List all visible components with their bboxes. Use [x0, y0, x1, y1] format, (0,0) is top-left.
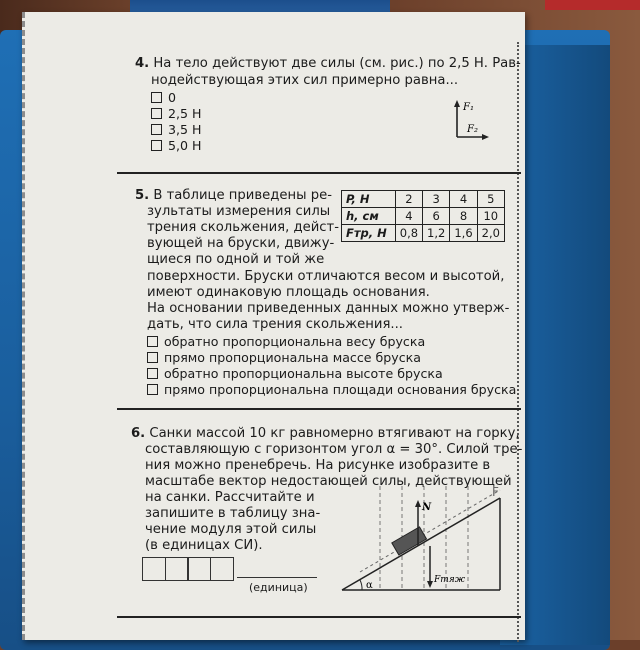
task5-text: трения скольжения, дейст-: [147, 220, 339, 235]
answer-cell[interactable]: [210, 557, 234, 581]
task5-text: дать, что сила трения скольжения...: [147, 317, 403, 332]
checkbox[interactable]: [151, 140, 162, 151]
task4-line2: нодействующая этих сил примерно равна...: [151, 73, 459, 88]
pull-force-label: F: [492, 485, 499, 499]
checkbox[interactable]: [151, 92, 162, 103]
arrowhead-icon: [415, 500, 421, 507]
task4-option[interactable]: [151, 138, 202, 153]
arrowhead-icon: [427, 581, 433, 588]
task5-text: В таблице приведены ре-: [153, 188, 332, 203]
worksheet-page: [22, 12, 525, 640]
section-divider: [117, 616, 521, 618]
task4-option[interactable]: [151, 90, 176, 105]
task6-text: запишите в таблицу зна-: [145, 506, 321, 521]
angle-arc: [360, 580, 362, 590]
answer-cells[interactable]: [142, 557, 232, 581]
checkbox[interactable]: [147, 352, 158, 363]
unit-field[interactable]: [237, 577, 317, 578]
task6-text: ния можно пренебречь. На рисунке изобразите в: [145, 458, 491, 473]
arrowhead-icon: [482, 134, 489, 140]
table-cell: 1,2: [423, 225, 450, 242]
table-cell: 10: [477, 208, 504, 225]
checkbox[interactable]: [151, 124, 162, 135]
force-f1-label: F₁: [463, 102, 474, 113]
task5-text: щиеся по одной и той же: [147, 252, 325, 267]
option-label: 3,5 Н: [168, 122, 202, 137]
task6-number: 6.: [131, 426, 146, 441]
option-label: 0: [168, 90, 177, 105]
red-book-spine: [545, 0, 640, 10]
task4-text-1: На тело действуют две силы (см. рис.) по 2,5 Н. Рав-: [153, 56, 521, 71]
task5-option[interactable]: [147, 334, 425, 349]
table-cell: 6: [423, 208, 450, 225]
checkbox[interactable]: [147, 384, 158, 395]
task4-option[interactable]: [151, 106, 202, 121]
task6-text: чение модуля этой силы: [145, 522, 317, 537]
answer-cell[interactable]: [142, 557, 166, 581]
task6-text: на санки. Рассчитайте и: [145, 490, 315, 505]
task4-number: 4.: [135, 56, 150, 71]
task5-option[interactable]: [147, 366, 443, 381]
force-f2-label: F₂: [467, 124, 478, 135]
table-cell: 4: [395, 208, 422, 225]
section-divider: [117, 408, 521, 410]
task5-number: 5.: [135, 188, 150, 203]
option-label: обратно пропорциональна весу бруска: [164, 334, 426, 349]
angle-label: α: [366, 580, 373, 591]
section-divider: [117, 172, 521, 174]
task6-line1: [131, 426, 520, 442]
task5-text: поверхности. Бруски отличаются весом и высотой,: [147, 269, 505, 284]
page-edge-dash: [517, 42, 519, 642]
option-label: прямо пропорциональна площади основания бруска: [164, 382, 517, 397]
answer-cell[interactable]: [187, 557, 211, 581]
task5-text: вующей на бруски, движу-: [147, 236, 335, 251]
force-vectors-figure: [435, 92, 505, 152]
table-cell: 1,6: [450, 225, 477, 242]
checkbox[interactable]: [147, 336, 158, 347]
table-row-label: P, Н: [342, 191, 396, 208]
gravity-force-label: Fтяж: [434, 575, 465, 585]
table-cell: 4: [450, 191, 477, 208]
option-label: прямо пропорциональна массе бруска: [164, 350, 421, 365]
task5-text: На основании приведенных данных можно утверж-: [147, 301, 510, 316]
checkbox[interactable]: [151, 108, 162, 119]
friction-data-table: [341, 190, 505, 242]
option-label: обратно пропорциональна высоте бруска: [164, 366, 443, 381]
option-label: 2,5 Н: [168, 106, 202, 121]
checkbox[interactable]: [147, 368, 158, 379]
task5-option[interactable]: [147, 350, 421, 365]
task5-text: имеют одинаковую площадь основания.: [147, 285, 430, 300]
task5-line1: [135, 188, 332, 204]
sled-incline-figure: [340, 482, 510, 592]
task5-option[interactable]: [147, 382, 516, 397]
arrowhead-icon: [454, 100, 460, 107]
incline-line: [342, 498, 500, 590]
table-row: [342, 225, 505, 242]
task5-text: зультаты измерения силы: [147, 204, 331, 219]
unit-label: (единица): [249, 581, 308, 594]
table-cell: 5: [477, 191, 504, 208]
task6-text: масштабе вектор недостающей силы, действующей: [145, 474, 512, 489]
task6-text: составляющую с горизонтом угол α = 30°. Силой тре-: [145, 442, 523, 457]
table-row: [342, 208, 505, 225]
table-cell: 2: [395, 191, 422, 208]
table-cell: 0,8: [395, 225, 422, 242]
table-row-label: h, см: [342, 208, 396, 225]
option-label: 5,0 Н: [168, 138, 202, 153]
task4-option[interactable]: [151, 122, 202, 137]
table-cell: 8: [450, 208, 477, 225]
table-row: [342, 191, 505, 208]
answer-cell[interactable]: [165, 557, 189, 581]
table-cell: 3: [423, 191, 450, 208]
task6-text: (в единицах СИ).: [145, 538, 263, 553]
table-row-label: Fтр, Н: [342, 225, 396, 242]
normal-force-label: N: [422, 502, 432, 513]
task6-text: Санки массой 10 кг равномерно втягивают на горку,: [149, 426, 520, 441]
table-cell: 2,0: [477, 225, 504, 242]
task4-line1: [135, 56, 521, 72]
